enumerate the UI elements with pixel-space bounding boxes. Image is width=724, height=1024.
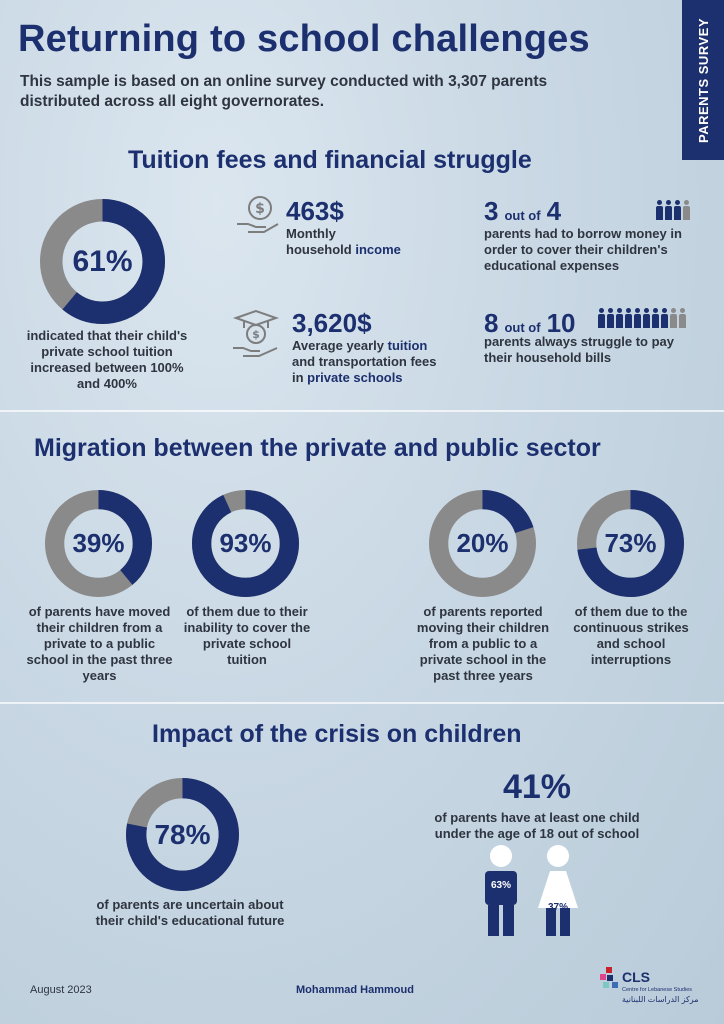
donut-78 xyxy=(126,778,239,891)
donut-caption: of parents are uncertain about their child's educational future xyxy=(95,897,285,928)
divider-1 xyxy=(0,410,724,412)
donut-label: 20% xyxy=(456,528,509,558)
donut-label: 73% xyxy=(604,528,657,558)
income-value: 463$ xyxy=(286,196,344,226)
person-icon xyxy=(607,308,614,328)
logo-arabic: مركز الدراسات اللبنانية xyxy=(622,995,699,1004)
donut-label: 93% xyxy=(219,528,272,558)
person-icon xyxy=(656,200,663,220)
divider-2 xyxy=(0,702,724,704)
tuition-line1 xyxy=(292,338,472,354)
donut-caption: indicated that their child's private school tuition increased between 100% and 400% xyxy=(26,328,188,391)
person-icon xyxy=(616,308,623,328)
person-icon xyxy=(598,308,605,328)
person-icon xyxy=(661,308,668,328)
side-tab xyxy=(682,0,724,160)
bills-num: 8 xyxy=(484,308,499,338)
tuition-line3a: in xyxy=(292,370,308,385)
donut-caption: of them due to their inability to cover the private school tuition xyxy=(183,604,311,667)
donut-61 xyxy=(40,199,165,324)
donut-caption: of parents have moved their children from a private to a public school in the past three years xyxy=(26,604,173,683)
income-line1: Monthly xyxy=(286,226,336,241)
logo-text: CLS xyxy=(622,969,650,985)
income-line2 xyxy=(286,242,436,258)
section-title-impact: Impact of the crisis on children xyxy=(152,720,522,748)
money-hand-icon xyxy=(234,194,282,236)
donut-label: 39% xyxy=(72,528,125,558)
donut-73 xyxy=(577,490,684,597)
borrow-den: 4 xyxy=(546,196,562,226)
person-icon xyxy=(670,308,677,328)
footer-author: Mohammad Hammoud xyxy=(296,984,414,996)
side-tab-label: PARENTS SURVEY xyxy=(695,17,711,143)
tuition-line3b: private schools xyxy=(307,370,403,385)
borrow-ratio xyxy=(484,196,561,227)
donut-20 xyxy=(429,490,536,597)
girl-icon xyxy=(536,842,580,937)
person-icon xyxy=(683,200,690,220)
tuition-line3 xyxy=(292,370,472,386)
income-text xyxy=(286,226,436,258)
donut-caption: of parents reported moving their children from a public to a private school in the past three years xyxy=(416,604,550,683)
boy-icon xyxy=(480,842,522,937)
out-of-school-text: of parents have at least one child under the age of 18 out of school xyxy=(434,810,640,841)
footer-date: August 2023 xyxy=(30,984,92,996)
donut-39 xyxy=(45,490,152,597)
bills-den: 10 xyxy=(546,308,576,338)
page-subtitle: This sample is based on an online survey conducted with 3,307 parents distributed across all eight governorates. xyxy=(20,73,548,110)
tuition-value: 3,620$ xyxy=(292,308,372,338)
income-line2a: household xyxy=(286,242,356,257)
bills-out-of: out of xyxy=(504,320,541,335)
page-title: Returning to school challenges xyxy=(18,18,590,60)
income-line2b: income xyxy=(355,242,401,257)
tuition-line1a: Average yearly xyxy=(292,338,388,353)
section-title-tuition: Tuition fees and financial struggle xyxy=(128,146,532,174)
people-icons-borrow xyxy=(656,200,690,220)
girl-label: 37% xyxy=(547,902,568,913)
person-icon xyxy=(652,308,659,328)
tuition-text xyxy=(292,338,472,386)
graduation-money-icon xyxy=(230,308,282,360)
donut-label: 78% xyxy=(154,818,211,850)
svg-text:$: $ xyxy=(255,201,265,217)
borrow-out-of: out of xyxy=(504,208,541,223)
donut-label: 61% xyxy=(72,244,133,278)
boy-label: 63% xyxy=(490,880,511,891)
people-icons-bills xyxy=(598,308,686,328)
tuition-line2: and transportation fees xyxy=(292,354,437,369)
logo-subtitle: Centre for Lebanese Studies xyxy=(622,987,693,993)
person-icon xyxy=(674,200,681,220)
donut-caption: of them due to the continuous strikes and school interruptions xyxy=(573,604,689,667)
person-icon xyxy=(625,308,632,328)
cls-logo xyxy=(600,965,700,1015)
tuition-line1b: tuition xyxy=(387,338,428,353)
person-icon xyxy=(634,308,641,328)
donut-93 xyxy=(192,490,299,597)
section-title-migration: Migration between the private and public sector xyxy=(34,434,601,462)
person-icon xyxy=(665,200,672,220)
out-of-school-value: 41% xyxy=(502,768,572,806)
person-icon xyxy=(643,308,650,328)
borrow-text: parents had to borrow money in order to cover their children's educational expenses xyxy=(484,226,682,273)
svg-text:$: $ xyxy=(252,328,260,341)
borrow-num: 3 xyxy=(484,196,499,226)
bills-text: parents always struggle to pay their household bills xyxy=(484,334,675,365)
person-icon xyxy=(679,308,686,328)
